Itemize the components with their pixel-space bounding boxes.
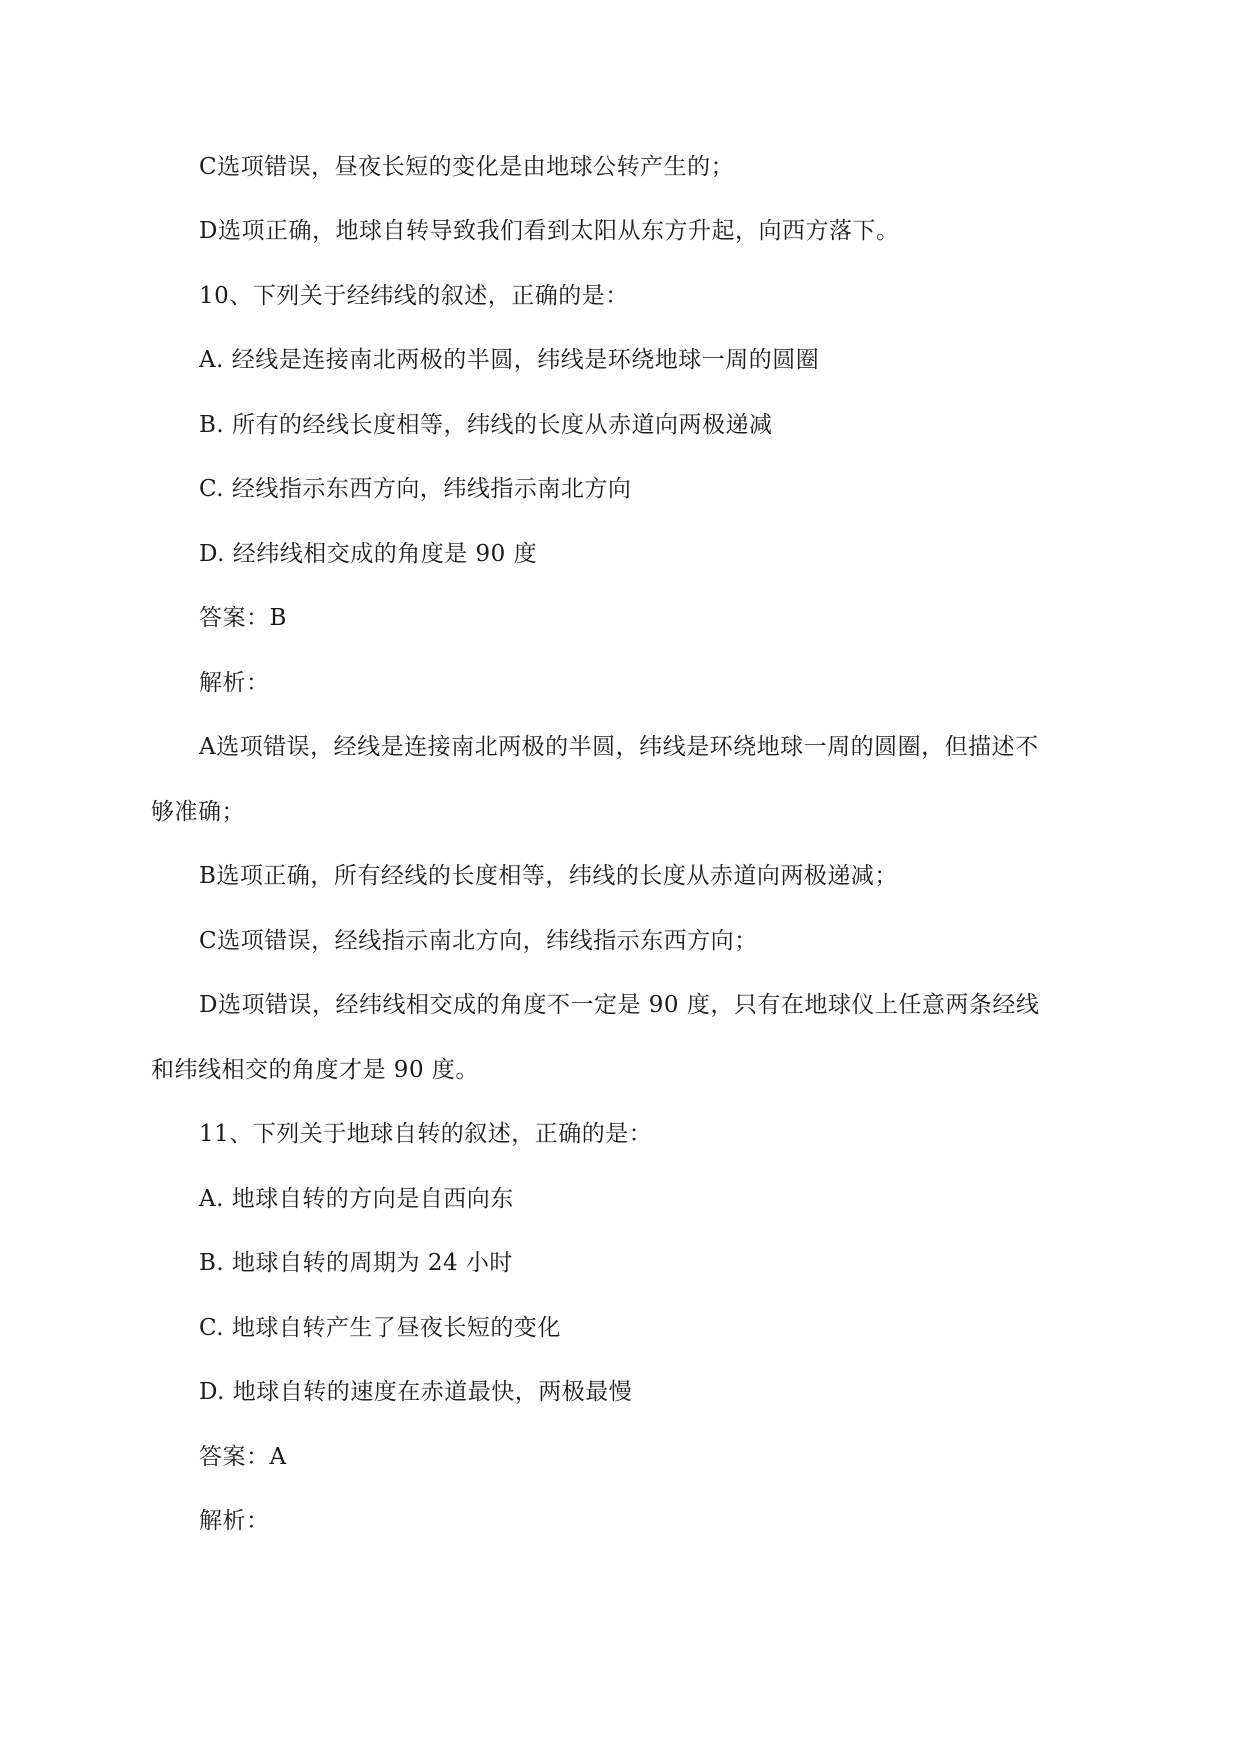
option-c: C. 经线指示东西方向，纬线指示南北方向 — [199, 476, 632, 502]
question-heading: 10、下列关于经纬线的叙述，正确的是： — [199, 283, 629, 309]
text-line: B选项正确，所有经线的长度相等，纬线的长度从赤道向两极递减； — [199, 863, 898, 889]
option-a: A. 地球自转的方向是自西向东 — [199, 1186, 514, 1212]
text-line: 和纬线相交的角度才是 90 度。 — [151, 1057, 479, 1083]
text-line: 够准确； — [151, 799, 245, 825]
option-b: B. 所有的经线长度相等，纬线的长度从赤道向两极递减 — [199, 412, 773, 438]
text-line: A选项错误，经线是连接南北两极的半圆，纬线是环绕地球一周的圆圈，但描述不 — [199, 734, 1039, 760]
option-b: B. 地球自转的周期为 24 小时 — [199, 1250, 513, 1276]
option-d: D. 地球自转的速度在赤道最快，两极最慢 — [199, 1379, 633, 1405]
answer-line: 答案：B — [199, 605, 287, 631]
analysis-label: 解析： — [199, 670, 270, 696]
text-line: C选项错误，经线指示南北方向，纬线指示东西方向； — [199, 928, 758, 954]
analysis-label: 解析： — [199, 1508, 270, 1534]
text-line: C选项错误，昼夜长短的变化是由地球公转产生的； — [199, 154, 735, 180]
answer-line: 答案：A — [199, 1444, 287, 1470]
option-c: C. 地球自转产生了昼夜长短的变化 — [199, 1315, 561, 1341]
option-a: A. 经线是连接南北两极的半圆，纬线是环绕地球一周的圆圈 — [199, 347, 820, 373]
text-line: D选项正确，地球自转导致我们看到太阳从东方升起，向西方落下。 — [199, 218, 900, 244]
option-d: D. 经纬线相交成的角度是 90 度 — [199, 541, 538, 567]
text-line: D选项错误，经纬线相交成的角度不一定是 90 度，只有在地球仪上任意两条经线 — [199, 992, 1040, 1018]
question-heading: 11、下列关于地球自转的叙述，正确的是： — [199, 1121, 653, 1147]
